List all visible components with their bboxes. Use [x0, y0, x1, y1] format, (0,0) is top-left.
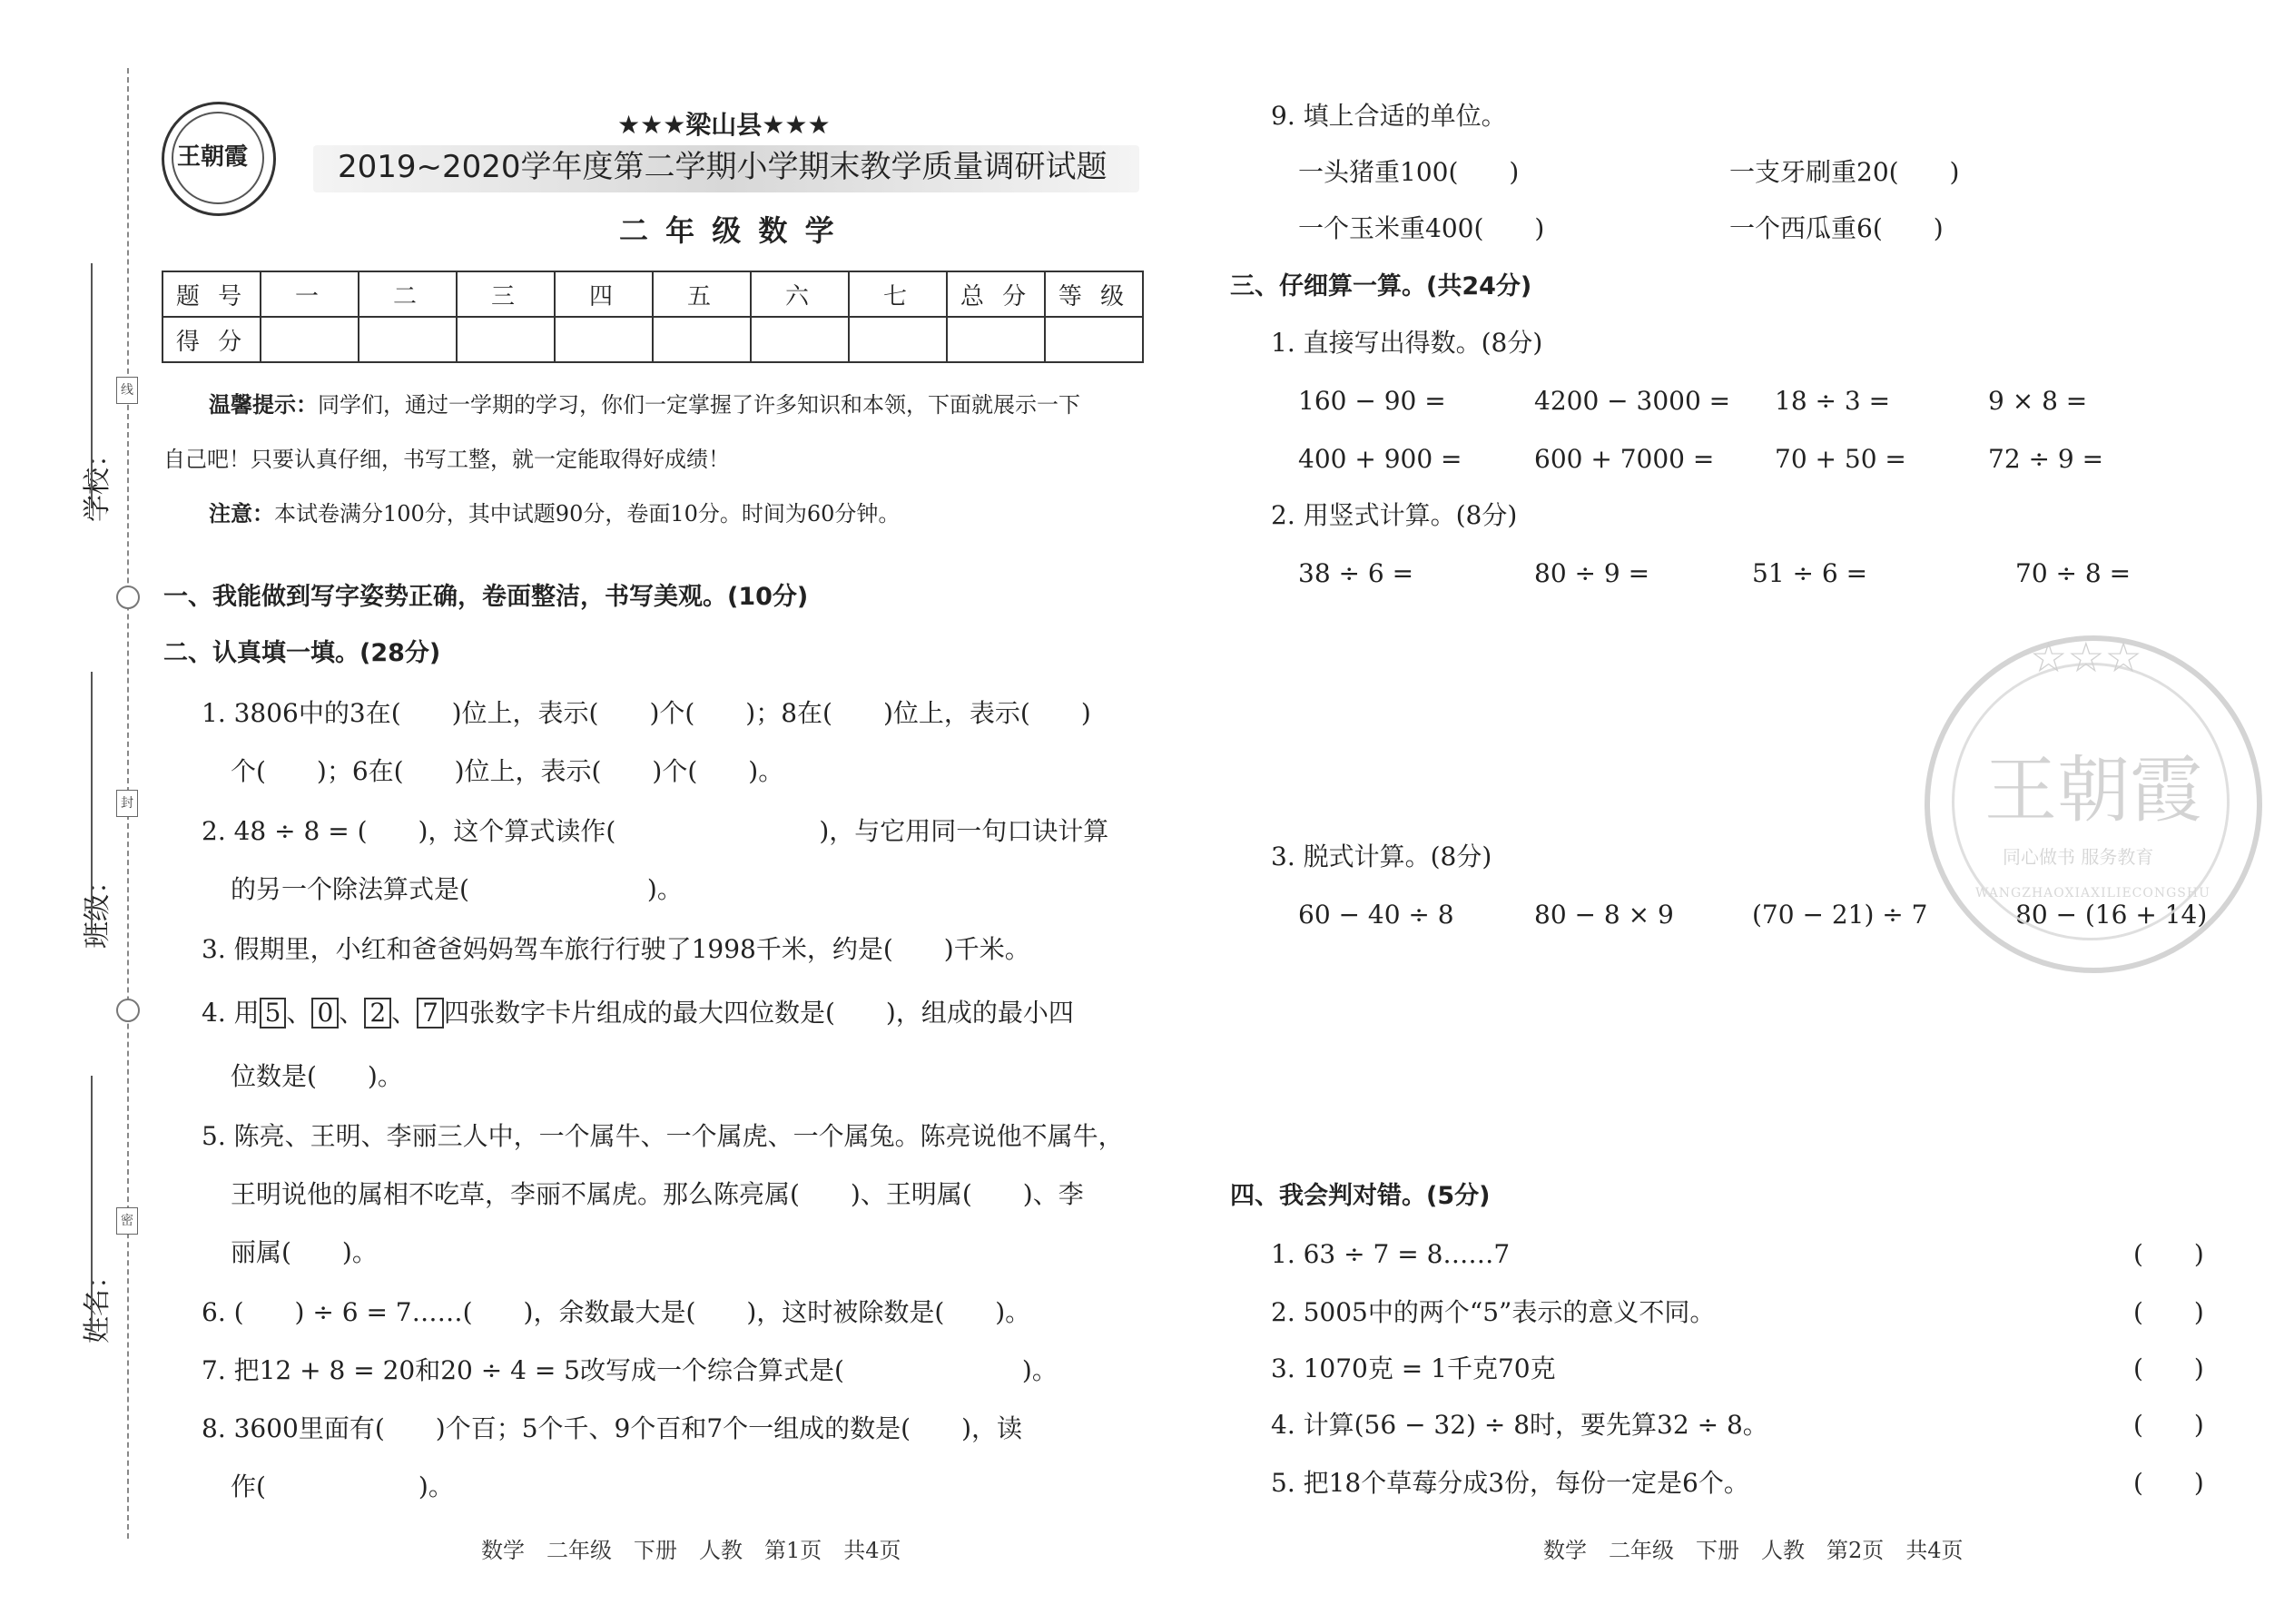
section4-title: 四、我会判对错。(5分) [1230, 1182, 1491, 1210]
q9-item: 一个玉米重400( ) [1298, 213, 1545, 243]
watermark-seal-icon [1925, 635, 2262, 973]
watermark-slogan: 同心做书 服务教育 [2003, 846, 2154, 868]
answer-bracket[interactable]: ( ) [2133, 1468, 2204, 1498]
subject-title: 二 年 级 数 学 [619, 213, 838, 248]
q4-suffix: 四张数字卡片组成的最大四位数是( )，组成的最小四 [443, 998, 1074, 1028]
seal-mark-secret: 密 [116, 1207, 138, 1235]
score-cell[interactable] [1045, 317, 1143, 362]
score-header-cell: 七 [849, 271, 947, 317]
judge-item: 5. 把18个草莓分成3份，每份一定是6个。 [1271, 1468, 1749, 1498]
q7: 7. 把12 + 8 = 20和20 ÷ 4 = 5改写成一个综合算式是( )。 [202, 1355, 1058, 1385]
calc-item: 70 + 50 = [1775, 444, 1906, 474]
vertical-calc-item: 51 ÷ 6 = [1752, 558, 1868, 588]
county-title: ★★★梁山县★★★ [617, 110, 831, 140]
q2-line2: 的另一个除法算式是( )。 [231, 874, 683, 904]
q5-line2: 王明说他的属相不吃草，李丽不属虎。那么陈亮属( )、王明属( )、李 [231, 1179, 1084, 1209]
binding-hole-icon [116, 999, 140, 1022]
q9-item: 一头猪重100( ) [1298, 157, 1520, 187]
tip-label: 温馨提示： [209, 392, 318, 418]
logo-text: 王朝霞 [177, 143, 249, 171]
q6: 6. ( ) ÷ 6 = 7……( )，余数最大是( )，这时被除数是( )。 [202, 1297, 1031, 1327]
score-header-cell: 一 [261, 271, 359, 317]
tip-line2: 自己吧！只要认真仔细，书写工整，就一定能取得好成绩！ [163, 447, 730, 472]
calc-item: 9 × 8 = [1988, 386, 2088, 416]
school-label: 学校： [82, 440, 113, 522]
school-field[interactable] [91, 263, 93, 508]
tip-line1: 同学们，通过一学期的学习，你们一定掌握了许多知识和本领，下面就展示一下 [318, 392, 1080, 418]
score-header-cell: 四 [555, 271, 653, 317]
name-label: 姓名： [82, 1262, 113, 1343]
score-cell[interactable] [359, 317, 457, 362]
binding-hole-icon [116, 586, 140, 609]
q9-item: 一个西瓜重6( ) [1729, 213, 1944, 243]
q1-line1: 1. 3806中的3在( )位上，表示( )个( )；8在( )位上，表示( ) [202, 698, 1091, 728]
tip-paragraph [209, 389, 1080, 421]
footer-right: 数学 二年级 下册 人教 第2页 共4页 [1543, 1538, 1964, 1563]
section3-title: 三、仔细算一算。(共24分) [1230, 272, 1532, 300]
score-header-cell: 三 [457, 271, 555, 317]
score-header-cell: 二 [359, 271, 457, 317]
name-field[interactable] [91, 1076, 93, 1330]
stepwise-calc-item: (70 − 21) ÷ 7 [1752, 900, 1928, 930]
q5-line3: 丽属( )。 [231, 1237, 378, 1267]
score-header-cell: 六 [751, 271, 849, 317]
star-icon: ☆☆☆ [2030, 633, 2142, 682]
class-label: 班级： [82, 867, 113, 949]
score-table [162, 271, 1144, 363]
note-paragraph [209, 497, 900, 530]
section1-title: 一、我能做到写字姿势正确，卷面整洁，书写美观。(10分) [163, 583, 809, 611]
judge-item: 4. 计算(56 − 32) ÷ 8时，要先算32 ÷ 8。 [1271, 1410, 1768, 1440]
answer-bracket[interactable]: ( ) [2133, 1239, 2204, 1269]
calc-item: 18 ÷ 3 = [1775, 386, 1891, 416]
p2-title: 2. 用竖式计算。(8分) [1271, 500, 1518, 530]
q8-line2: 作( )。 [231, 1471, 454, 1501]
digit-card: 0 [311, 998, 339, 1029]
watermark-text: 王朝霞 [1984, 748, 2202, 832]
score-cell[interactable] [457, 317, 555, 362]
q2-line1: 2. 48 ÷ 8 = ( )，这个算式读作( )，与它用同一句口诀计算 [202, 816, 1109, 846]
answer-bracket[interactable]: ( ) [2133, 1353, 2204, 1383]
score-header-cell: 等 级 [1045, 271, 1143, 317]
q4-line1: 4. 用 5 、 0 、 2 、 7 四张数字卡片组成的最大四位数是( )，组成的最小四 [202, 998, 1074, 1028]
q5-line1: 5. 陈亮、王明、李丽三人中，一个属牛、一个属虎、一个属兔。陈亮说他不属牛， [202, 1121, 1124, 1151]
q8-line1: 8. 3600里面有( )个百；5个千、9个百和7个一组成的数是( )，读 [202, 1413, 1023, 1443]
logo-seal-icon [162, 102, 276, 216]
exam-title: 2019~2020学年度第二学期小学期末教学质量调研试题 [338, 149, 1108, 185]
score-row-label: 得 分 [162, 317, 261, 362]
q4-line2: 位数是( )。 [231, 1061, 403, 1091]
footer-left: 数学 二年级 下册 人教 第1页 共4页 [481, 1538, 901, 1563]
score-header-cell: 五 [653, 271, 751, 317]
digit-card: 2 [364, 998, 391, 1029]
score-header-cell: 总 分 [947, 271, 1045, 317]
stepwise-calc-item: 60 − 40 ÷ 8 [1298, 900, 1454, 930]
score-cell[interactable] [555, 317, 653, 362]
section2-title: 二、认真填一填。(28分) [163, 639, 441, 667]
vertical-calc-item: 38 ÷ 6 = [1298, 558, 1414, 588]
q9-title: 9. 填上合适的单位。 [1271, 101, 1507, 131]
calc-item: 400 + 900 = [1298, 444, 1462, 474]
vertical-calc-item: 70 ÷ 8 = [2015, 558, 2132, 588]
score-cell[interactable] [849, 317, 947, 362]
class-field[interactable] [91, 672, 93, 935]
stepwise-calc-item: 80 − 8 × 9 [1534, 900, 1674, 930]
q9-item: 一支牙刷重20( ) [1729, 157, 1960, 187]
q1-line2: 个( )；6在( )位上，表示( )个( )。 [231, 756, 784, 786]
note-text: 本试卷满分100分，其中试题90分，卷面10分。时间为60分钟。 [274, 501, 901, 527]
note-label: 注意： [209, 501, 274, 527]
judge-item: 2. 5005中的两个“5”表示的意义不同。 [1271, 1297, 1716, 1327]
vertical-calc-item: 80 ÷ 9 = [1534, 558, 1650, 588]
watermark-ring-text: WANGZHAOXIAXILIECONGSHU [1975, 886, 2210, 901]
score-cell[interactable] [653, 317, 751, 362]
p3-title: 3. 脱式计算。(8分) [1271, 842, 1492, 871]
stepwise-calc-item: 80 − (16 + 14) [2015, 900, 2208, 930]
score-header-cell: 题 号 [162, 271, 261, 317]
calc-item: 72 ÷ 9 = [1988, 444, 2104, 474]
seal-mark-seal: 封 [116, 790, 138, 817]
answer-bracket[interactable]: ( ) [2133, 1410, 2204, 1440]
digit-card: 7 [417, 998, 444, 1029]
calc-item: 160 − 90 = [1298, 386, 1446, 416]
q3: 3. 假期里，小红和爸爸妈妈驾车旅行行驶了1998千米，约是( )千米。 [202, 934, 1030, 964]
score-cell[interactable] [261, 317, 359, 362]
judge-item: 1. 63 ÷ 7 = 8……7 [1271, 1239, 1511, 1269]
calc-item: 4200 − 3000 = [1534, 386, 1731, 416]
judge-item: 3. 1070克 = 1千克70克 [1271, 1353, 1556, 1383]
seal-mark-line: 线 [116, 377, 138, 404]
score-cell[interactable] [947, 317, 1045, 362]
score-cell[interactable] [751, 317, 849, 362]
digit-card: 5 [260, 998, 287, 1029]
answer-bracket[interactable]: ( ) [2133, 1297, 2204, 1327]
q4-prefix: 4. 用 [202, 998, 260, 1028]
calc-item: 600 + 7000 = [1534, 444, 1715, 474]
p1-title: 1. 直接写出得数。(8分) [1271, 328, 1543, 358]
